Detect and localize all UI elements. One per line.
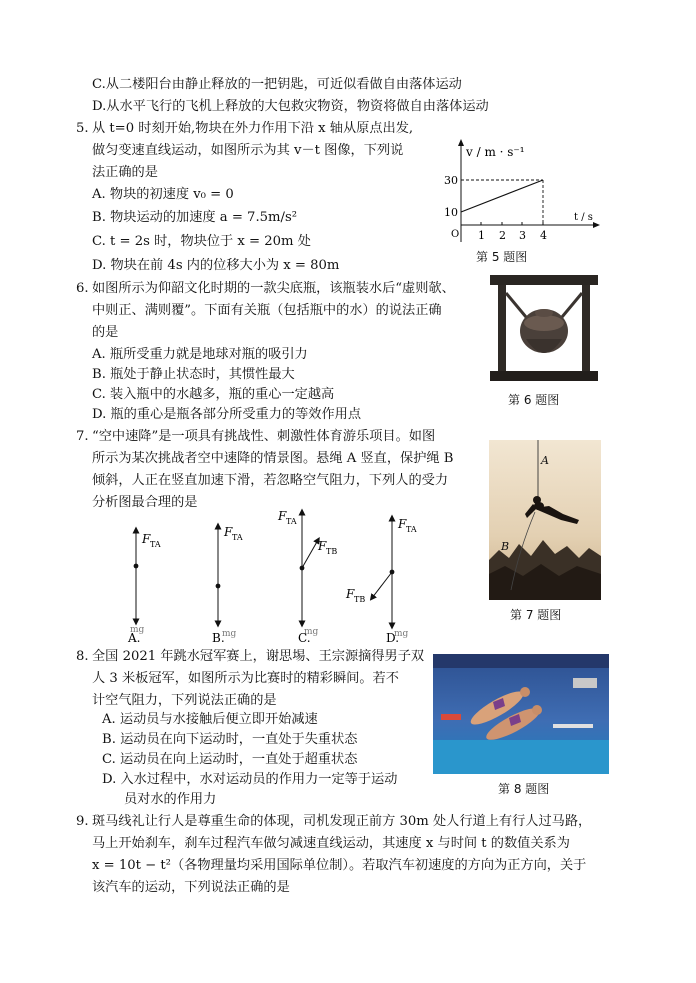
q8-option-d: D. 入水过程中，水对运动员的作用力一定等于运动	[102, 772, 398, 787]
q5-stem-line-1: 从 t=0 时刻开始,物块在外力作用下沿 x 轴从原点出发,	[92, 121, 414, 136]
q7-stem-line-1: “空中速降”是一项具有挑战性、刺激性体育游乐项目。如图	[92, 429, 436, 444]
q7-zipline-photo	[489, 440, 601, 600]
q6-number: 6.	[76, 281, 89, 296]
q5-number: 5.	[76, 121, 89, 136]
q8-diving-photo	[433, 654, 609, 774]
q7-number: 7.	[76, 429, 89, 444]
q5-vt-graph	[440, 136, 610, 256]
q5-option-b: B. 物块运动的加速度 a = 7.5m/s²	[92, 210, 298, 225]
q5-graph-ylabel: v / m · s⁻¹	[466, 145, 525, 159]
svg-text:F: F	[346, 587, 355, 601]
q7-stem-line-4: 分析图最合理的是	[92, 495, 198, 510]
q5-graph-origin: O	[451, 229, 460, 240]
svg-text:mg: mg	[222, 629, 237, 639]
q5-graph-ytick-30: 30	[444, 174, 458, 187]
svg-text:TA: TA	[286, 517, 297, 526]
q6-option-c: C. 装入瓶中的水越多，瓶的重心一定越高	[92, 387, 335, 402]
q6-caption: 第 6 题图	[508, 393, 560, 407]
q8-number: 8.	[76, 649, 89, 664]
prev-option-c: C.从二楼阳台由静止释放的一把钥匙，可近似看做自由落体运动	[92, 77, 462, 92]
q6-stem-line-3: 的是	[92, 325, 119, 340]
svg-text:TB: TB	[326, 547, 338, 556]
q5-stem-line-3: 法正确的是	[92, 165, 158, 180]
svg-text:D.: D.	[386, 631, 400, 645]
q6-stem-line-1: 如图所示为仰韶文化时期的一款尖底瓶，该瓶装水后“虚则欹、	[92, 281, 455, 296]
svg-text:B.: B.	[212, 631, 225, 645]
q8-option-a: A. 运动员与水接触后便立即开始减速	[102, 712, 318, 727]
q7-force-diagrams	[118, 500, 438, 648]
svg-text:TB: TB	[354, 595, 366, 604]
q7-stem-line-2: 所示为某次挑战者空中速降的情景图。悬绳 A 竖直，保护绳 B	[92, 451, 454, 466]
q9-stem-line-2: 马上开始刹车，刹车过程汽车做匀减速直线运动，其速度 x 与时间 t 的数值关系为	[92, 836, 570, 851]
prev-option-d: D.从水平飞行的飞机上释放的大包救灾物资，物资将做自由落体运动	[92, 99, 489, 114]
q5-stem-line-2: 做匀变速直线运动，如图所示为其 v－t 图像，下列说	[92, 143, 404, 158]
q8-option-c: C. 运动员在向上运动时，一直处于超重状态	[102, 752, 358, 767]
q5-graph-xtick-1: 1	[478, 229, 485, 242]
svg-text:F: F	[398, 517, 407, 531]
q5-graph-ytick-10: 10	[444, 206, 458, 219]
q8-option-d-cont: 员对水的作用力	[124, 792, 217, 807]
svg-text:TA: TA	[406, 525, 417, 534]
svg-text:TA: TA	[150, 540, 161, 549]
svg-text:F: F	[142, 532, 151, 546]
q9-number: 9.	[76, 814, 89, 829]
svg-text:A.: A.	[128, 631, 141, 645]
q9-stem-line-3: x = 10t − t²（各物理量均采用国际单位制）。若取汽车初速度的方向为正方向，关于	[92, 858, 587, 873]
q9-stem-line-4: 该汽车的运动，下列说法正确的是	[92, 880, 290, 895]
svg-text:mg: mg	[394, 629, 409, 639]
q8-caption: 第 8 题图	[498, 782, 550, 796]
q7-photo-label-a: A	[541, 454, 549, 467]
q6-option-d: D. 瓶的重心是瓶各部分所受重力的等效作用点	[92, 407, 362, 422]
q6-option-b: B. 瓶处于静止状态时，其惯性最大	[92, 367, 295, 382]
q9-stem-line-1: 斑马线礼让行人是尊重生命的体现，司机发现正前方 30m 处人行道上有行人过马路，	[92, 814, 592, 829]
svg-text:mg: mg	[130, 625, 145, 635]
q5-caption: 第 5 题图	[476, 250, 528, 264]
q5-graph-xtick-4: 4	[540, 229, 547, 242]
q8-option-b: B. 运动员在向下运动时，一直处于失重状态	[102, 732, 358, 747]
q5-graph-xlabel: t / s	[574, 212, 593, 223]
svg-text:mg: mg	[304, 627, 319, 637]
q7-caption: 第 7 题图	[510, 608, 562, 622]
q6-option-a: A. 瓶所受重力就是地球对瓶的吸引力	[92, 347, 308, 362]
svg-text:TA: TA	[232, 533, 243, 542]
q6-pointed-bottle-photo	[486, 271, 602, 385]
svg-text:F: F	[318, 539, 327, 553]
svg-text:F: F	[224, 525, 233, 539]
q5-option-d: D. 物块在前 4s 内的位移大小为 x = 80m	[92, 258, 340, 273]
q5-option-a: A. 物块的初速度 v₀ = 0	[92, 187, 234, 202]
svg-text:F: F	[278, 509, 287, 523]
q7-stem-line-3: 倾斜，人正在竖直加速下滑，若忽略空气阻力，下列人的受力	[92, 473, 449, 488]
q8-stem-line-3: 计空气阻力，下列说法正确的是	[92, 693, 277, 708]
q5-graph-xtick-3: 3	[519, 229, 526, 242]
q5-graph-xtick-2: 2	[499, 229, 506, 242]
q7-photo-label-b: B	[501, 540, 510, 553]
q8-stem-line-2: 人 3 米板冠军，如图所示为比赛时的精彩瞬间。若不	[92, 671, 399, 686]
q6-stem-line-2: 中则正、满则覆”。下面有关瓶（包括瓶中的水）的说法正确	[92, 303, 442, 318]
q5-option-c: C. t = 2s 时，物块位于 x = 20m 处	[92, 234, 311, 249]
svg-text:C.: C.	[298, 631, 311, 645]
q8-stem-line-1: 全国 2021 年跳水冠军赛上，谢思埸、王宗源摘得男子双	[92, 649, 425, 664]
